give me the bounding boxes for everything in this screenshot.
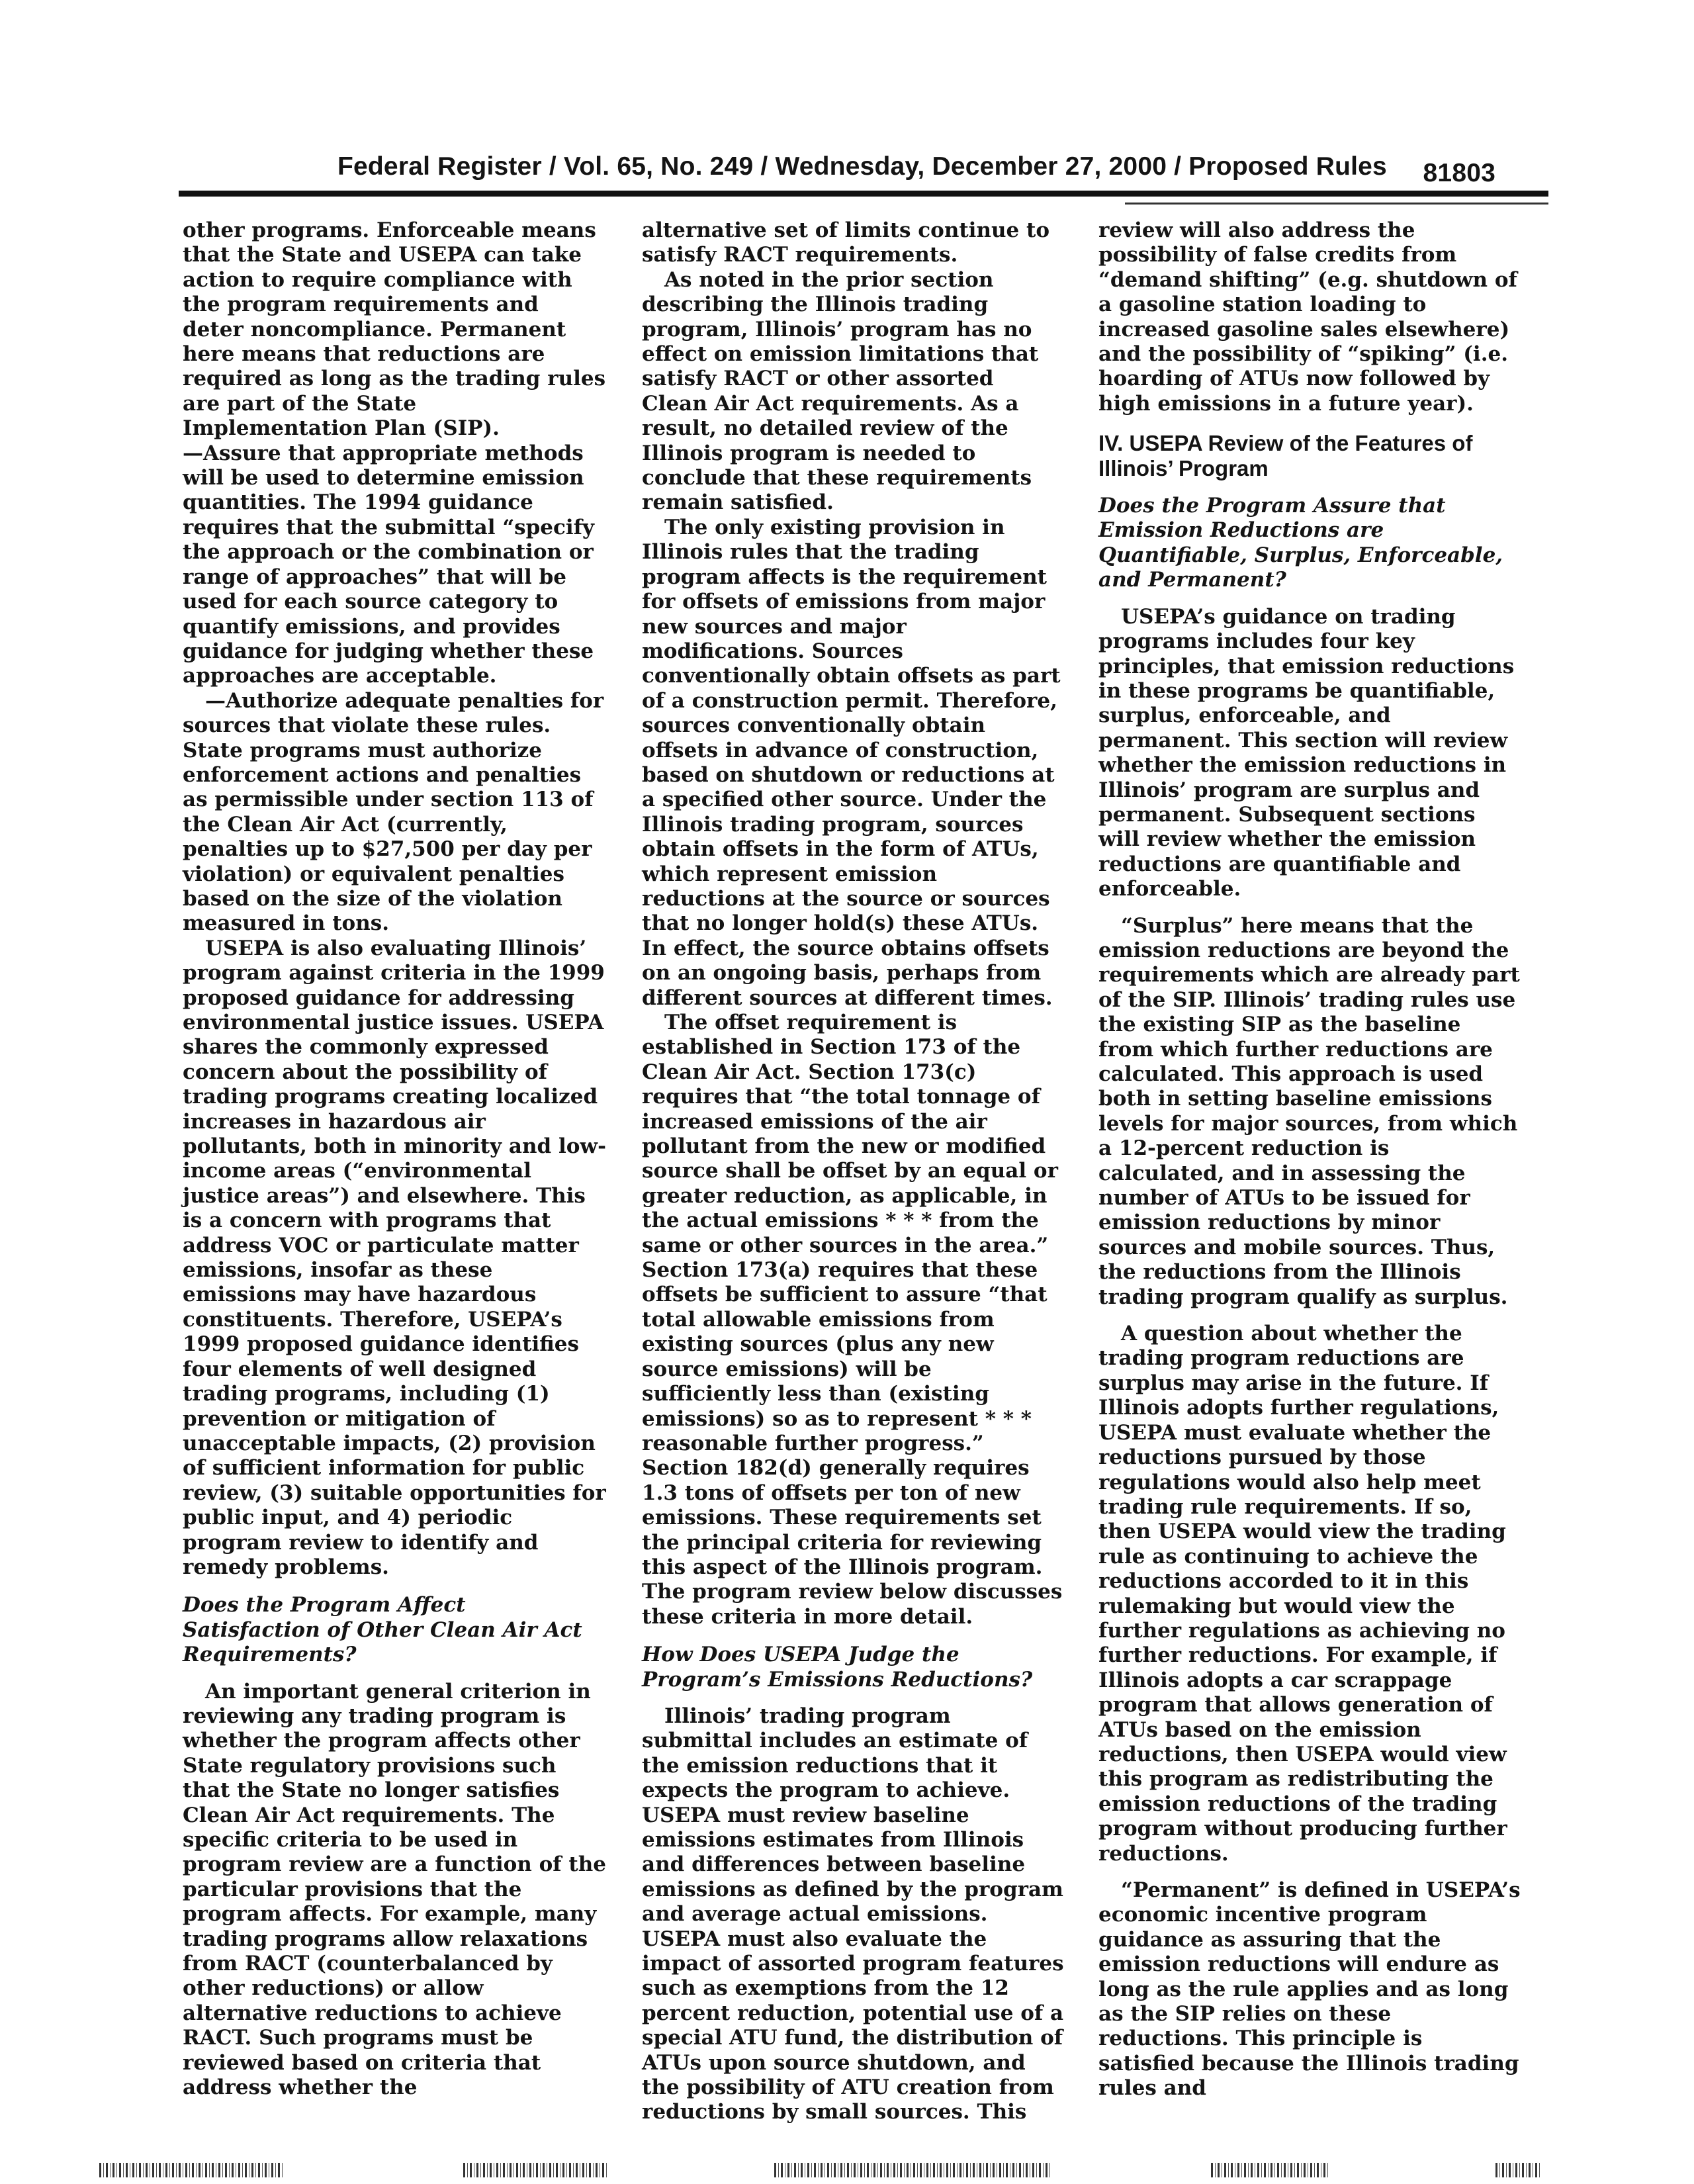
page-number: 81803 bbox=[1423, 159, 1495, 187]
scan-barcode-artifact bbox=[463, 2163, 609, 2177]
scan-barcode-artifact bbox=[99, 2163, 285, 2177]
bullet-paragraph: —Assure that appropriate methods will be used to determine emission quantities. The 1994 guidance requires that the submittal “specify the approach or the combination or range of approaches” that will be used for each source category to quantify emissions, and provides guidance for judging whether these approaches are acceptable. bbox=[183, 441, 594, 688]
subsection-heading: Does the Program Affect Satisfaction of Other Clean Air Act Requirements? bbox=[183, 1593, 582, 1667]
scan-footer-artifacts bbox=[0, 2163, 1694, 2179]
scan-barcode-artifact bbox=[1495, 2163, 1542, 2177]
paragraph: “Permanent” is defined in USEPA’s economic incentive program guidance as assuring that the emission reductions will endure as long as the rule applies and as long as the SIP relies on these reductions. This principle is satisfied because the Illinois trading rules and bbox=[1098, 1878, 1521, 2101]
scan-barcode-artifact bbox=[1211, 2163, 1330, 2177]
paragraph: “Surplus” here means that the emission reductions are beyond the requirements which are already part of the SIP. Illinois’ trading rules use the existing SIP as the baseline from which further reductions are calculated. This approach is used both in setting baseline emissions levels for major sources, from which a 12-percent reduction is calculated, and in assessing the number of ATUs to be issued for emission reductions by minor sources and mobile sources. Thus, the reductions from the Illinois trading program qualify as surplus. bbox=[1098, 913, 1520, 1309]
header-rule-secondary bbox=[1125, 203, 1548, 205]
scan-barcode-artifact bbox=[774, 2163, 1052, 2177]
paragraph: other programs. Enforceable means that the State and USEPA can take action to require compliance with the program requirements and deter noncompliance. Permanent here means that reductions are required as long as the trading rules are part of the State Implementation Plan (SIP). bbox=[183, 218, 606, 441]
paragraph: USEPA’s guidance on trading programs includes four key principles, that emission reductions in these programs be quantifiable, surplus, enforceable, and permanent. This section will review whether the emission reductions in Illinois’ program are surplus and permanent. Subsequent sections will review whether the emission reductions are quantifiable and enforceable. bbox=[1098, 604, 1515, 901]
paragraph: A question about whether the trading program reductions are surplus may arise in the future. If Illinois adopts further regulations, USEPA must evaluate whether the reductions pursued by those regulations would also help meet trading rule requirements. If so, then USEPA would view the trading rule as continuing to achieve the reductions accorded to it in this rulemaking but would view the further regulations as achieving no further reductions. For example, if Illinois adopts a car scrappage program that allows generation of ATUs based on the emission reductions, then USEPA would view this program as redistributing the emission reductions of the trading program without producing further reductions. bbox=[1098, 1322, 1507, 1866]
column-left bbox=[183, 218, 606, 2100]
paragraph: Illinois’ trading program submittal includes an estimate of the emission reductions that it expects the program to achieve. USEPA must review baseline emissions estimates from Illinois and differences between baseline emissions as defined by the program and average actual emissions. USEPA must also evaluate the impact of assorted program features such as exemptions from the 12 percent reduction, potential use of a special ATU fund, the distribution of ATUs upon source shutdown, and the possibility of ATU creation from reductions by small sources. This bbox=[642, 1704, 1064, 2124]
running-head: Federal Register / Vol. 65, No. 249 / Wednesday, December 27, 2000 / Proposed Rules bbox=[337, 152, 1387, 181]
paragraph: alternative set of limits continue to satisfy RACT requirements. bbox=[642, 218, 1050, 267]
paragraph: As noted in the prior section describing the Illinois trading program, Illinois’ program has no effect on emission limitations that satisfy RACT or other assorted Clean Air Act requirements. As a result, no detailed review of the Illinois program is needed to conclude that these requirements remain satisfied. bbox=[642, 267, 1039, 515]
section-heading: IV. USEPA Review of the Features of Illinois’ Program bbox=[1098, 431, 1473, 480]
header-rule bbox=[179, 191, 1548, 197]
paragraph: The only existing provision in Illinois rules that the trading program affects is the requirement for offsets of emissions from major new sources and major modifications. Sources conventionally obtain offsets as part of a construction permit. Therefore, sources conventionally obtain offsets in advance of construction, based on shutdown or reductions at a specified other source. Under the Illinois trading program, sources obtain offsets in the form of ATUs, which represent emission reductions at the source or sources that no longer hold(s) these ATUs. In effect, the source obtains offsets on an ongoing basis, perhaps from different sources at different times. bbox=[642, 515, 1061, 1010]
bullet-paragraph: —Authorize adequate penalties for sources that violate these rules. State programs must authorize enforcement actions and penalties as permissible under section 113 of the Clean Air Act (currently, penalties up to $27,500 per day per violation) or equivalent penalties based on the size of the violation measured in tons. bbox=[183, 688, 604, 936]
paragraph: The offset requirement is established in Section 173 of the Clean Air Act. Section 173(c) requires that “the total tonnage of increased emissions of the air pollutant from the new or modified source shall be offset by an equal or greater reduction, as applicable, in the actual emissions * * * from the same or other sources in the area.” Section 173(a) requires that these offsets be sufficient to assure “that total allowable emissions from existing sources (plus any new source emissions) will be sufficiently less than (existing emissions) so as to represent * * * reasonable further progress.” Section 182(d) generally requires 1.3 tons of offsets per ton of new emissions. These requirements set the principal criteria for reviewing this aspect of the Illinois program. The program review below discusses these criteria in more detail. bbox=[642, 1011, 1063, 1629]
subsection-heading: How Does USEPA Judge the Program’s Emissions Reductions? bbox=[642, 1643, 1033, 1692]
column-right bbox=[1098, 218, 1522, 2101]
paragraph: review will also address the possibility of false credits from “demand shifting” (e.g. shutdown of a gasoline station loading to increased gasoline sales elsewhere) and the possibility of “spiking” (i.e. hoarding of ATUs now followed by high emissions in a future year). bbox=[1098, 218, 1517, 416]
subsection-heading: Does the Program Assure that Emission Reductions are Quantifiable, Surplus, Enforceable, and Permanent? bbox=[1098, 494, 1503, 592]
paragraph: USEPA is also evaluating Illinois’ program against criteria in the 1999 proposed guidance for addressing environmental justice issues. USEPA shares the commonly expressed concern about the possibility of trading programs creating localized increases in hazardous air pollutants, both in minority and low-income areas (“environmental justice areas”) and elsewhere. This is a concern with programs that address VOC or particulate matter emissions, insofar as these emissions may have hazardous constituents. Therefore, USEPA’s 1999 proposed guidance identifies four elements of well designed trading programs, including (1) prevention or mitigation of unacceptable impacts, (2) provision of sufficient information for public review, (3) suitable opportunities for public input, and 4) periodic program review to identify and remedy problems. bbox=[183, 936, 606, 1579]
page-header bbox=[337, 152, 1495, 192]
paragraph: An important general criterion in reviewing any trading program is whether the program affects other State regulatory provisions such that the State no longer satisfies Clean Air Act requirements. The specific criteria to be used in program review are a function of the particular provisions that the program affects. For example, many trading programs allow relaxations from RACT (counterbalanced by other reductions) or allow alternative reductions to achieve RACT. Such programs must be reviewed based on criteria that address whether the bbox=[183, 1679, 607, 2100]
column-middle bbox=[642, 218, 1065, 2125]
